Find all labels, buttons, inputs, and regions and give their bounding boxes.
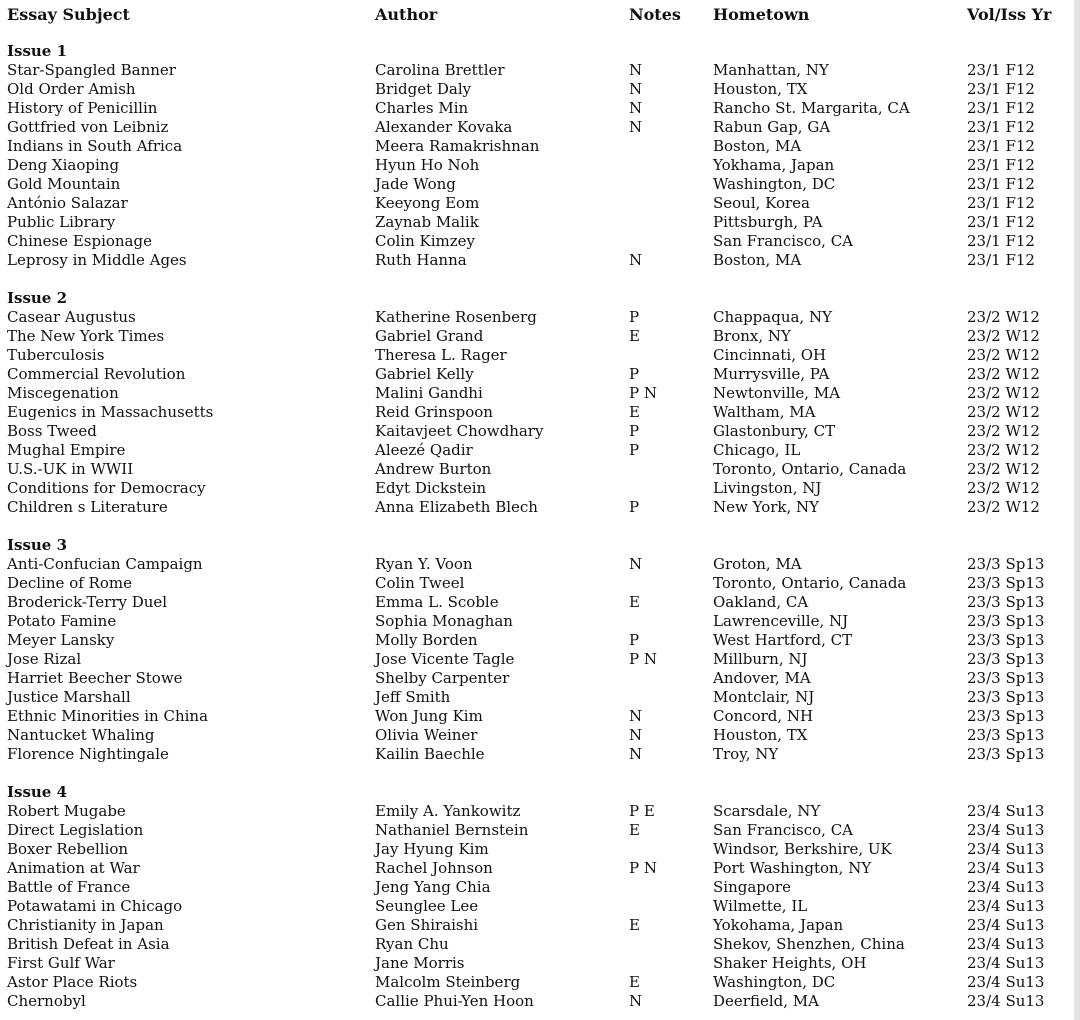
hometown-cell: Toronto, Ontario, Canada	[713, 574, 907, 592]
hometown-cell: Troy, NY	[713, 745, 779, 763]
issue-heading-label: Issue 4	[7, 783, 68, 801]
notes-cell: N	[629, 992, 643, 1010]
author-cell: Gen Shiraishi	[375, 916, 479, 934]
hometown-cell: Rabun Gap, GA	[713, 118, 831, 136]
notes-cell: E	[629, 593, 640, 611]
table-row	[7, 745, 1073, 764]
essay-subject-cell: Star-Spangled Banner	[7, 61, 176, 79]
table-row	[7, 422, 1073, 441]
table-row	[7, 441, 1073, 460]
author-cell: Seunglee Lee	[375, 897, 479, 915]
hometown-cell: Concord, NH	[713, 707, 814, 725]
hometown-cell: Houston, TX	[713, 726, 808, 744]
header-essay-subject: Essay Subject	[7, 5, 130, 24]
essay-subject-cell: Nantucket Whaling	[7, 726, 155, 744]
table-row	[7, 365, 1073, 384]
hometown-cell: Montclair, NJ	[713, 688, 815, 706]
table-row	[7, 308, 1073, 327]
vol-iss-yr-cell: 23/1 F12	[967, 213, 1035, 231]
author-cell: Jade Wong	[375, 175, 456, 193]
notes-cell: N	[629, 555, 643, 573]
hometown-cell: Yokhama, Japan	[713, 156, 835, 174]
author-cell: Jose Vicente Tagle	[375, 650, 515, 668]
table-row	[7, 821, 1073, 840]
author-cell: Emma L. Scoble	[375, 593, 499, 611]
author-cell: Emily A. Yankowitz	[375, 802, 521, 820]
hometown-cell: West Hartford, CT	[713, 631, 853, 649]
author-cell: Keeyong Eom	[375, 194, 480, 212]
essay-subject-cell: Battle of France	[7, 878, 131, 896]
table-row	[7, 156, 1073, 175]
table-row	[7, 213, 1073, 232]
vol-iss-yr-cell: 23/3 Sp13	[967, 593, 1045, 611]
vol-iss-yr-cell: 23/2 W12	[967, 479, 1040, 497]
notes-cell: N	[629, 61, 643, 79]
essay-subject-cell: Potato Famine	[7, 612, 117, 630]
vol-iss-yr-cell: 23/1 F12	[967, 61, 1035, 79]
author-cell: Kaitavjeet Chowdhary	[375, 422, 544, 440]
hometown-cell: Oakland, CA	[713, 593, 809, 611]
issue-heading	[7, 42, 1073, 61]
hometown-cell: Livingston, NJ	[713, 479, 822, 497]
table-row	[7, 669, 1073, 688]
vol-iss-yr-cell: 23/4 Su13	[967, 954, 1045, 972]
section-spacer	[7, 270, 1073, 289]
hometown-cell: Washington, DC	[713, 973, 836, 991]
author-cell: Colin Kimzey	[375, 232, 476, 250]
notes-cell: P E	[629, 802, 655, 820]
essay-subject-cell: The New York Times	[7, 327, 165, 345]
table-row	[7, 327, 1073, 346]
essay-table	[7, 4, 1073, 1011]
vol-iss-yr-cell: 23/1 F12	[967, 118, 1035, 136]
vol-iss-yr-cell: 23/4 Su13	[967, 878, 1045, 896]
vol-iss-yr-cell: 23/1 F12	[967, 232, 1035, 250]
essay-subject-cell: Broderick-Terry Duel	[7, 593, 168, 611]
table-row	[7, 726, 1073, 745]
hometown-cell: Lawrenceville, NJ	[713, 612, 849, 630]
table-row	[7, 707, 1073, 726]
essay-subject-cell: António Salazar	[7, 194, 128, 212]
essay-subject-cell: Leprosy in Middle Ages	[7, 251, 187, 269]
hometown-cell: Scarsdale, NY	[713, 802, 821, 820]
hometown-cell: Newtonville, MA	[713, 384, 841, 402]
table-row	[7, 840, 1073, 859]
table-row	[7, 802, 1073, 821]
hometown-cell: Wilmette, IL	[713, 897, 808, 915]
hometown-cell: Chappaqua, NY	[713, 308, 832, 326]
notes-cell: N	[629, 707, 643, 725]
author-cell: Reid Grinspoon	[375, 403, 493, 421]
vol-iss-yr-cell: 23/4 Su13	[967, 973, 1045, 991]
author-cell: Anna Elizabeth Blech	[375, 498, 538, 516]
hometown-cell: Windsor, Berkshire, UK	[713, 840, 892, 858]
author-cell: Sophia Monaghan	[375, 612, 513, 630]
hometown-cell: Seoul, Korea	[713, 194, 811, 212]
essay-subject-cell: Florence Nightingale	[7, 745, 169, 763]
essay-subject-cell: History of Penicillin	[7, 99, 158, 117]
vol-iss-yr-cell: 23/2 W12	[967, 308, 1040, 326]
author-cell: Malcolm Steinberg	[375, 973, 521, 991]
notes-cell: N	[629, 99, 643, 117]
essay-subject-cell: Justice Marshall	[7, 688, 131, 706]
header-notes: Notes	[629, 5, 681, 24]
table-row	[7, 935, 1073, 954]
table-row	[7, 251, 1073, 270]
table-row	[7, 498, 1073, 517]
vol-iss-yr-cell: 23/3 Sp13	[967, 574, 1045, 592]
vol-iss-yr-cell: 23/4 Su13	[967, 916, 1045, 934]
author-cell: Molly Borden	[375, 631, 478, 649]
hometown-cell: Manhattan, NY	[713, 61, 829, 79]
essay-subject-cell: First Gulf War	[7, 954, 115, 972]
hometown-cell: Waltham, MA	[713, 403, 816, 421]
issue-heading-label: Issue 3	[7, 536, 68, 554]
vol-iss-yr-cell: 23/1 F12	[967, 156, 1035, 174]
author-cell: Jeng Yang Chia	[375, 878, 491, 896]
table-row	[7, 346, 1073, 365]
vol-iss-yr-cell: 23/2 W12	[967, 403, 1040, 421]
essay-subject-cell: British Defeat in Asia	[7, 935, 170, 953]
vol-iss-yr-cell: 23/2 W12	[967, 384, 1040, 402]
table-row	[7, 612, 1073, 631]
vol-iss-yr-cell: 23/3 Sp13	[967, 650, 1045, 668]
table-row	[7, 897, 1073, 916]
author-cell: Carolina Brettler	[375, 61, 505, 79]
notes-cell: P	[629, 308, 640, 326]
table-body	[7, 42, 1073, 1011]
author-cell: Nathaniel Bernstein	[375, 821, 529, 839]
author-cell: Gabriel Kelly	[375, 365, 474, 383]
issue-heading-label: Issue 2	[7, 289, 68, 307]
header-author: Author	[375, 5, 438, 24]
author-cell: Gabriel Grand	[375, 327, 484, 345]
hometown-cell: Port Washington, NY	[713, 859, 872, 877]
vol-iss-yr-cell: 23/1 F12	[967, 251, 1035, 269]
author-cell: Ryan Y. Voon	[375, 555, 473, 573]
vol-iss-yr-cell: 23/3 Sp13	[967, 669, 1045, 687]
scrollbar-track[interactable]	[1074, 0, 1080, 1020]
notes-cell: N	[629, 251, 643, 269]
table-row	[7, 555, 1073, 574]
author-cell: Zaynab Malik	[375, 213, 479, 231]
vol-iss-yr-cell: 23/1 F12	[967, 175, 1035, 193]
table-row	[7, 992, 1073, 1011]
essay-subject-cell: Christianity in Japan	[7, 916, 164, 934]
vol-iss-yr-cell: 23/1 F12	[967, 137, 1035, 155]
vol-iss-yr-cell: 23/2 W12	[967, 441, 1040, 459]
hometown-cell: Shekov, Shenzhen, China	[713, 935, 905, 953]
vol-iss-yr-cell: 23/3 Sp13	[967, 631, 1045, 649]
vol-iss-yr-cell: 23/3 Sp13	[967, 745, 1045, 763]
essay-subject-cell: Indians in South Africa	[7, 137, 183, 155]
vol-iss-yr-cell: 23/4 Su13	[967, 992, 1045, 1010]
vol-iss-yr-cell: 23/1 F12	[967, 99, 1035, 117]
vol-iss-yr-cell: 23/2 W12	[967, 327, 1040, 345]
table-row	[7, 232, 1073, 251]
header-hometown: Hometown	[713, 5, 810, 24]
table-row	[7, 973, 1073, 992]
essay-subject-cell: Chernobyl	[7, 992, 86, 1010]
essay-subject-cell: Direct Legislation	[7, 821, 144, 839]
hometown-cell: New York, NY	[713, 498, 820, 516]
hometown-cell: Murrysville, PA	[713, 365, 830, 383]
vol-iss-yr-cell: 23/4 Su13	[967, 821, 1045, 839]
issue-heading-label: Issue 1	[7, 42, 68, 60]
author-cell: Rachel Johnson	[375, 859, 493, 877]
vol-iss-yr-cell: 23/3 Sp13	[967, 707, 1045, 725]
author-cell: Meera Ramakrishnan	[375, 137, 540, 155]
notes-cell: P	[629, 441, 640, 459]
essay-subject-cell: Tuberculosis	[7, 346, 105, 364]
essay-subject-cell: Ethnic Minorities in China	[7, 707, 209, 725]
hometown-cell: Pittsburgh, PA	[713, 213, 823, 231]
essay-subject-cell: Mughal Empire	[7, 441, 126, 459]
table-row	[7, 479, 1073, 498]
essay-subject-cell: Deng Xiaoping	[7, 156, 120, 174]
essay-subject-cell: Miscegenation	[7, 384, 119, 402]
table-row	[7, 175, 1073, 194]
notes-cell: P	[629, 631, 640, 649]
essay-subject-cell: Children s Literature	[7, 498, 168, 516]
essay-subject-cell: Eugenics in Massachusetts	[7, 403, 214, 421]
hometown-cell: Groton, MA	[713, 555, 802, 573]
author-cell: Alexander Kovaka	[375, 118, 513, 136]
vol-iss-yr-cell: 23/2 W12	[967, 422, 1040, 440]
table-row	[7, 650, 1073, 669]
hometown-cell: Toronto, Ontario, Canada	[713, 460, 907, 478]
table-row	[7, 688, 1073, 707]
vol-iss-yr-cell: 23/4 Su13	[967, 840, 1045, 858]
author-cell: Ruth Hanna	[375, 251, 467, 269]
vol-iss-yr-cell: 23/2 W12	[967, 460, 1040, 478]
essay-subject-cell: Jose Rizal	[7, 650, 82, 668]
table-row	[7, 118, 1073, 137]
notes-cell: P	[629, 365, 640, 383]
vol-iss-yr-cell: 23/1 F12	[967, 80, 1035, 98]
hometown-cell: Millburn, NJ	[713, 650, 808, 668]
author-cell: Won Jung Kim	[375, 707, 483, 725]
essay-subject-cell: Commercial Revolution	[7, 365, 186, 383]
essay-subject-cell: Anti-Confucian Campaign	[7, 555, 203, 573]
author-cell: Charles Min	[375, 99, 469, 117]
author-cell: Aleezé Qadir	[375, 441, 473, 459]
issue-heading	[7, 289, 1073, 308]
notes-cell: N	[629, 726, 643, 744]
vol-iss-yr-cell: 23/4 Su13	[967, 897, 1045, 915]
table-row	[7, 916, 1073, 935]
essay-subject-cell: Robert Mugabe	[7, 802, 126, 820]
author-cell: Jay Hyung Kim	[375, 840, 489, 858]
author-cell: Shelby Carpenter	[375, 669, 510, 687]
author-cell: Theresa L. Rager	[375, 346, 507, 364]
author-cell: Andrew Burton	[375, 460, 492, 478]
essay-subject-cell: Decline of Rome	[7, 574, 132, 592]
vol-iss-yr-cell: 23/2 W12	[967, 498, 1040, 516]
hometown-cell: Glastonbury, CT	[713, 422, 836, 440]
essay-subject-cell: Casear Augustus	[7, 308, 136, 326]
notes-cell: P	[629, 498, 640, 516]
vol-iss-yr-cell: 23/2 W12	[967, 346, 1040, 364]
table-row	[7, 403, 1073, 422]
table-header	[7, 4, 1073, 26]
essay-subject-cell: Conditions for Democracy	[7, 479, 206, 497]
table-row	[7, 859, 1073, 878]
vol-iss-yr-cell: 23/1 F12	[967, 194, 1035, 212]
author-cell: Edyt Dickstein	[375, 479, 487, 497]
header-vol-iss-yr: Vol/Iss Yr	[967, 5, 1052, 24]
table-row	[7, 593, 1073, 612]
issue-heading	[7, 783, 1073, 802]
essay-subject-cell: Chinese Espionage	[7, 232, 152, 250]
table-row	[7, 61, 1073, 80]
essay-subject-cell: Gold Mountain	[7, 175, 121, 193]
author-cell: Callie Phui-Yen Hoon	[375, 992, 534, 1010]
table-row	[7, 80, 1073, 99]
notes-cell: N	[629, 745, 643, 763]
hometown-cell: Rancho St. Margarita, CA	[713, 99, 910, 117]
vol-iss-yr-cell: 23/3 Sp13	[967, 688, 1045, 706]
author-cell: Jeff Smith	[375, 688, 451, 706]
section-spacer	[7, 764, 1073, 783]
notes-cell: P	[629, 422, 640, 440]
table-row	[7, 574, 1073, 593]
hometown-cell: Houston, TX	[713, 80, 808, 98]
author-cell: Katherine Rosenberg	[375, 308, 537, 326]
notes-cell: P N	[629, 859, 657, 877]
author-cell: Olivia Weiner	[375, 726, 478, 744]
essay-subject-cell: Public Library	[7, 213, 116, 231]
essay-subject-cell: Animation at War	[7, 859, 140, 877]
hometown-cell: Boston, MA	[713, 137, 802, 155]
author-cell: Jane Morris	[375, 954, 465, 972]
hometown-cell: Boston, MA	[713, 251, 802, 269]
hometown-cell: Bronx, NY	[713, 327, 791, 345]
essay-subject-cell: Potawatami in Chicago	[7, 897, 183, 915]
table-row	[7, 878, 1073, 897]
notes-cell: P N	[629, 384, 657, 402]
table-row	[7, 954, 1073, 973]
table-row	[7, 194, 1073, 213]
notes-cell: P N	[629, 650, 657, 668]
notes-cell: E	[629, 916, 640, 934]
vol-iss-yr-cell: 23/3 Sp13	[967, 726, 1045, 744]
table-row	[7, 384, 1073, 403]
essay-subject-cell: Old Order Amish	[7, 80, 136, 98]
hometown-cell: Chicago, IL	[713, 441, 801, 459]
vol-iss-yr-cell: 23/4 Su13	[967, 935, 1045, 953]
table-row	[7, 99, 1073, 118]
essay-subject-cell: Astor Place Riots	[7, 973, 138, 991]
author-cell: Malini Gandhi	[375, 384, 483, 402]
essay-subject-cell: Harriet Beecher Stowe	[7, 669, 183, 687]
notes-cell: E	[629, 327, 640, 345]
hometown-cell: Yokohama, Japan	[713, 916, 844, 934]
hometown-cell: San Francisco, CA	[713, 232, 854, 250]
author-cell: Colin Tweel	[375, 574, 465, 592]
essay-subject-cell: U.S.-UK in WWII	[7, 460, 134, 478]
hometown-cell: Cincinnati, OH	[713, 346, 827, 364]
author-cell: Hyun Ho Noh	[375, 156, 480, 174]
section-spacer	[7, 517, 1073, 536]
hometown-cell: Singapore	[713, 878, 791, 896]
vol-iss-yr-cell: 23/4 Su13	[967, 802, 1045, 820]
issue-heading	[7, 536, 1073, 555]
notes-cell: E	[629, 973, 640, 991]
notes-cell: N	[629, 80, 643, 98]
essay-subject-cell: Meyer Lansky	[7, 631, 115, 649]
notes-cell: E	[629, 403, 640, 421]
author-cell: Bridget Daly	[375, 80, 472, 98]
notes-cell: N	[629, 118, 643, 136]
vol-iss-yr-cell: 23/4 Su13	[967, 859, 1045, 877]
hometown-cell: Shaker Heights, OH	[713, 954, 867, 972]
hometown-cell: San Francisco, CA	[713, 821, 854, 839]
essay-subject-cell: Gottfried von Leibniz	[7, 118, 169, 136]
notes-cell: E	[629, 821, 640, 839]
author-cell: Kailin Baechle	[375, 745, 485, 763]
vol-iss-yr-cell: 23/3 Sp13	[967, 612, 1045, 630]
essay-subject-cell: Boss Tweed	[7, 422, 97, 440]
table-row	[7, 137, 1073, 156]
table-row	[7, 631, 1073, 650]
vol-iss-yr-cell: 23/3 Sp13	[967, 555, 1045, 573]
author-cell: Ryan Chu	[375, 935, 449, 953]
vol-iss-yr-cell: 23/2 W12	[967, 365, 1040, 383]
essay-subject-cell: Boxer Rebellion	[7, 840, 129, 858]
hometown-cell: Andover, MA	[713, 669, 811, 687]
table-row	[7, 460, 1073, 479]
hometown-cell: Washington, DC	[713, 175, 836, 193]
hometown-cell: Deerfield, MA	[713, 992, 819, 1010]
